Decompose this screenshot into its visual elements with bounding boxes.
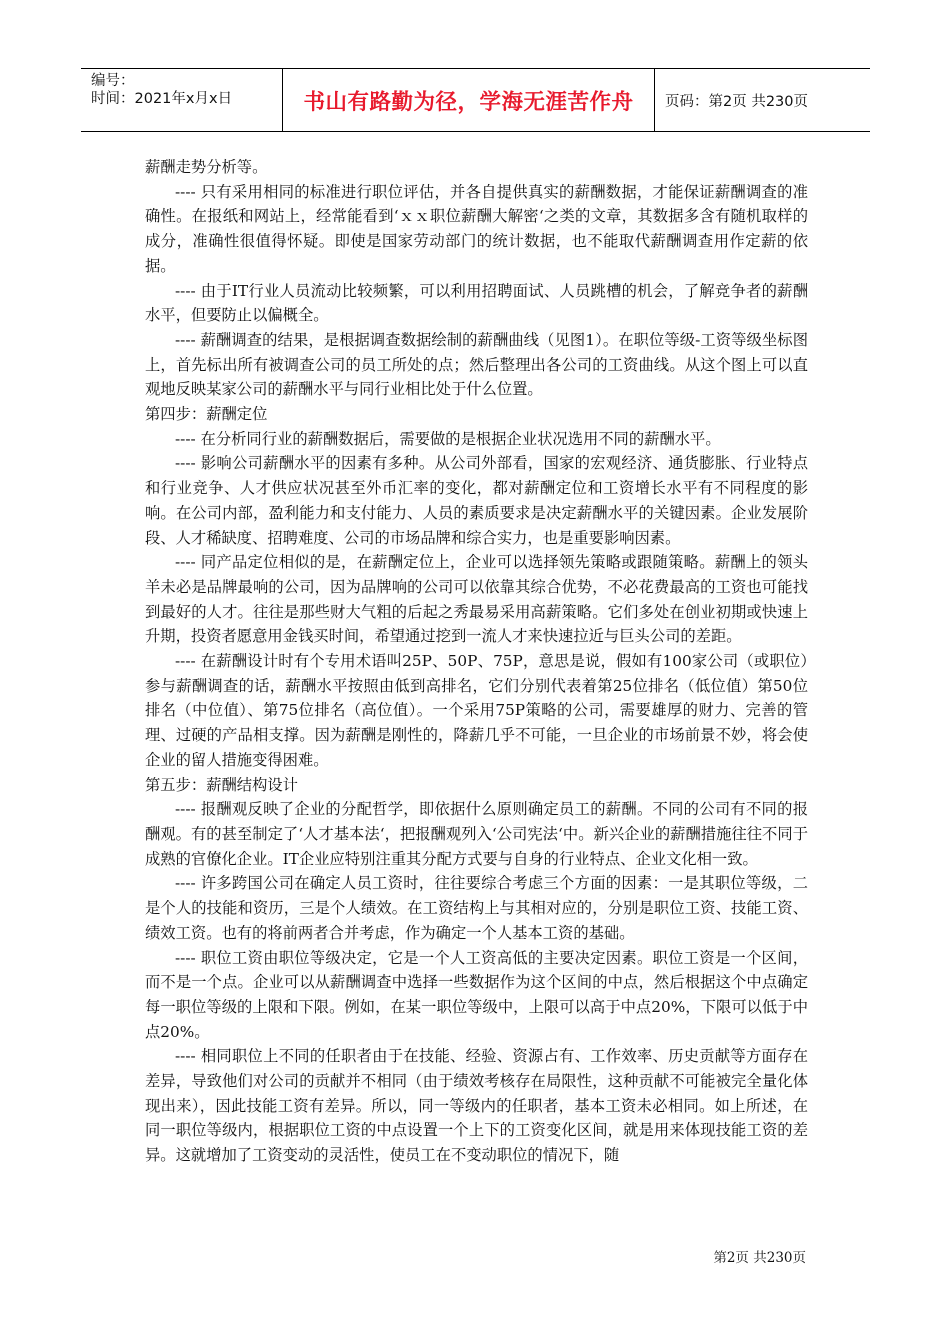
body-paragraph: ---- 在薪酬设计时有个专用术语叫25P、50P、75P，意思是说，假如有100家公司（或职位）参与薪酬调查的话，薪酬水平按照由低到高排名，它们分别代表着第25位排名（低位值）第50位排名（中位值）、第75位排名（高位值）。一个采用75P策略的公司，需要雄厚的财力、完善的管理、过硬的产品相支撑。因为薪酬是刚性的，降薪几乎不可能，一旦企业的市场前景不妙，将会使企业的留人措施变得困难。 (145, 652, 808, 769)
section-line: 薪酬走势分析等。 (145, 158, 268, 176)
header-motto-cell (282, 69, 655, 131)
header-motto: 书山有路勤为径，学海无涯苦作舟 (303, 89, 634, 115)
body-paragraph: ---- 同产品定位相似的是，在薪酬定位上，企业可以选择领先策略或跟随策略。薪酬上的领头羊未必是品牌最响的公司，因为品牌响的公司可以依靠其综合优势，不必花费最高的工资也可能找到最好的人才。往往是那些财大气粗的后起之秀最易采用高薪策略。它们多处在创业初期或快速上升期，投资者愿意用金钱买时间，希望通过挖到一流人才来快速拉近与巨头公司的差距。 (145, 553, 808, 646)
body-paragraph: ---- 由于IT行业人员流动比较频繁，可以利用招聘面试、人员跳槽的机会，了解竞争者的薪酬水平，但要防止以偏概全。 (145, 281, 808, 325)
body-paragraph: ---- 许多跨国公司在确定人员工资时，往往要综合考虑三个方面的因素：一是其职位等级，二是个人的技能和资历，三是个人绩效。在工资结构上与其相对应的，分别是职位工资、技能工资、绩效工资。也有的将前两者合并考虑，作为确定一个人基本工资的基础。 (145, 874, 808, 942)
body-paragraph: ---- 报酬观反映了企业的分配哲学，即依据什么原则确定员工的薪酬。不同的公司有不同的报酬观。有的甚至制定了‘人才基本法‘，把报酬观列入‘公司宪法‘中。新兴企业的薪酬措施往往不同于成熟的官僚化企业。IT企业应特别注重其分配方式要与自身的行业特点、企业文化相一致。 (145, 800, 808, 868)
header-meta (81, 69, 282, 131)
body-paragraph: ---- 影响公司薪酬水平的因素有多种。从公司外部看，国家的宏观经济、通货膨胀、行业特点和行业竞争、人才供应状况甚至外币汇率的变化，都对薪酬定位和工资增长水平有不同程度的影响。在公司内部，盈利能力和支付能力、人员的素质要求是决定薪酬水平的关键因素。企业发展阶段、人才稀缺度、招聘难度、公司的市场品牌和综合实力，也是重要影响因素。 (145, 454, 808, 547)
document-number-label: 编号： (91, 73, 135, 89)
body-paragraph: ---- 在分析同行业的薪酬数据后，需要做的是根据企业状况选用不同的薪酬水平。 (175, 429, 721, 448)
document-body (145, 155, 808, 1168)
body-paragraph: ---- 职位工资由职位等级决定，它是一个人工资高低的主要决定因素。职位工资是一个区间，而不是一个点。企业可以从薪酬调查中选择一些数据作为这个区间的中点，然后根据这个中点确定每一职位等级的上限和下限。例如，在某一职位等级中，上限可以高于中点20%，下限可以低于中点20%。 (145, 948, 808, 1041)
header-page-cell (655, 69, 870, 131)
body-paragraph: ---- 只有采用相同的标准进行职位评估，并各自提供真实的薪酬数据，才能保证薪酬调查的准确性。在报纸和网站上，经常能看到‘ｘｘ职位薪酬大解密‘之类的文章，其数据多含有随机取样的成分，准确性很值得怀疑。即使是国家劳动部门的统计数据，也不能取代薪酬调查用作定薪的依据。 (145, 182, 808, 275)
body-paragraph: ---- 相同职位上不同的任职者由于在技能、经验、资源占有、工作效率、历史贡献等方面存在差异，导致他们对公司的贡献并不相同（由于绩效考核存在局限性，这种贡献不可能被完全量化体现出来），因此技能工资有差异。所以，同一等级内的任职者，基本工资未必相同。如上所述，在同一职位等级内，根据职位工资的中点设置一个上下的工资变化区间，就是用来体现技能工资的差异。这就增加了工资变动的灵活性，使员工在不变动职位的情况下，随 (145, 1047, 808, 1165)
page-header (81, 68, 870, 132)
section-line: 第五步：薪酬结构设计 (145, 775, 298, 794)
footer-page-number: 第2页 共230页 (713, 1250, 806, 1266)
body-paragraph: ---- 薪酬调查的结果，是根据调查数据绘制的薪酬曲线（见图1）。在职位等级-工资等级坐标图上，首先标出所有被调查公司的员工所处的点；然后整理出各公司的工资曲线。从这个图上可以直观地反映某家公司的薪酬水平与同行业相比处于什么位置。 (145, 330, 808, 399)
header-page-number: 页码：第2页 共230页 (665, 93, 809, 110)
document-date-label: 时间：2021年x月x日 (91, 91, 233, 107)
page-footer (713, 1246, 806, 1266)
section-line: 第四步：薪酬定位 (145, 405, 268, 424)
